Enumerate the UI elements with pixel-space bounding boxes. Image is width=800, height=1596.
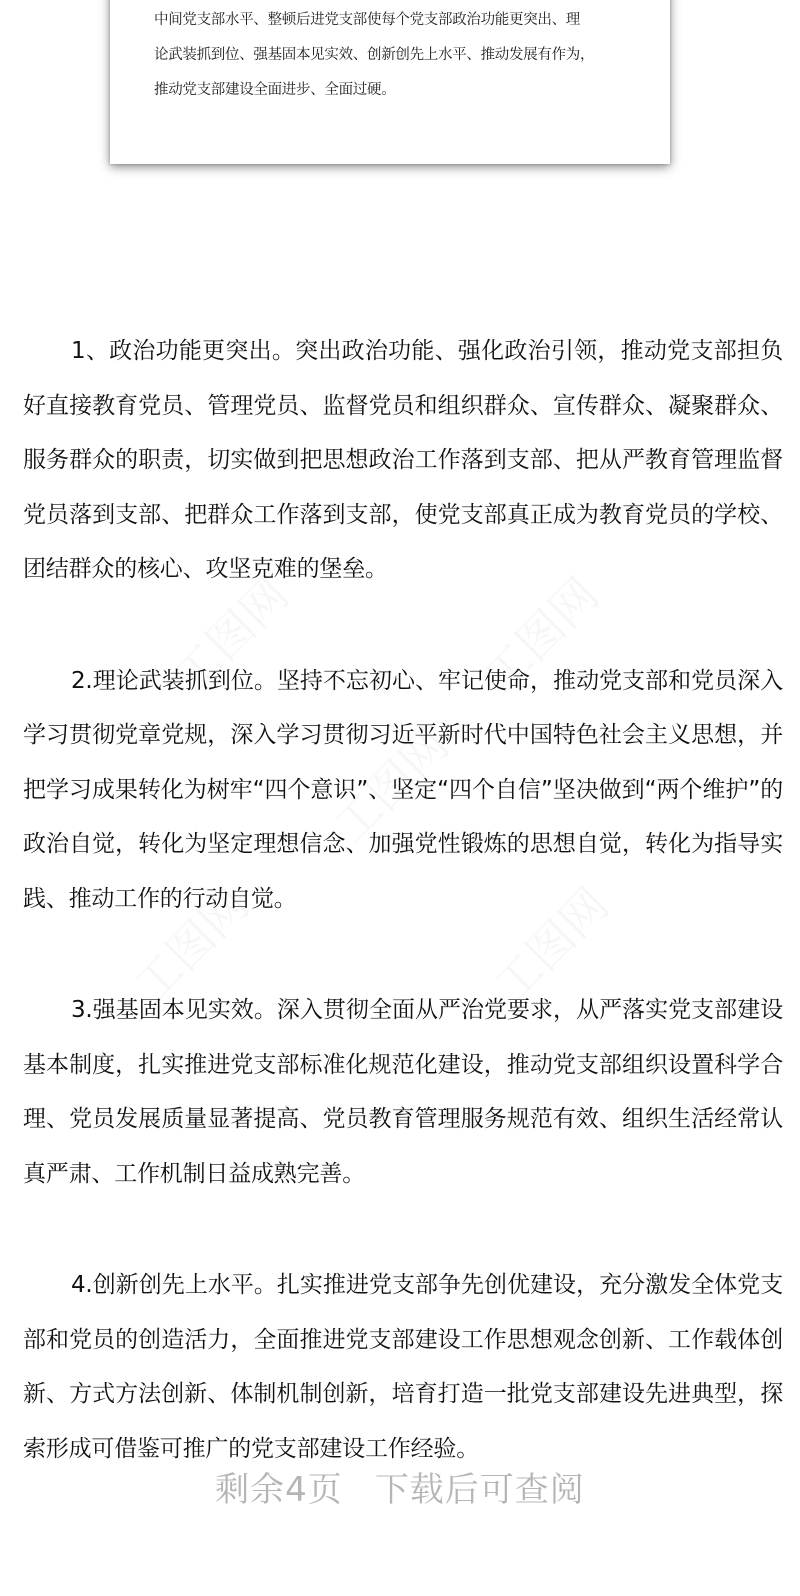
paragraph-political-function: 1、政治功能更突出。突出政治功能、强化政治引领，推动党支部担负好直接教育党员、管理党员、监督党员和组织群众、宣传群众、凝聚群众、服务群众的职责，切实做到把思想政治工作落到支部、把从严教育管理监督党员落到支部、把群众工作落到支部，使党支部真正成为教育党员的学校、团结群众的核心、攻坚克难的堡垒。 <box>23 338 783 582</box>
download-prompt[interactable] <box>0 1465 800 1515</box>
download-hint-text: 下载后可查阅 <box>374 1470 585 1510</box>
paragraph-theory: 2.理论武装抓到位。坚持不忘初心、牢记使命，推动党支部和党员深入学习贯彻党章党规，深入学习贯彻习近平新时代中国特色社会主义思想，并把学习成果转化为树牢“四个意识”、坚定“四个自信”坚决做到“两个维护”的政治自觉，转化为坚定理想信念、加强党性锻炼的思想自觉，转化为指导实践、推动工作的行动自觉。 <box>23 667 783 912</box>
remaining-pages-text: 剩余4页 <box>215 1470 343 1510</box>
article-body <box>23 324 783 1476</box>
summary-line: 论武装抓到位、强基固本见实效、创新创先上水平、推动发展有作为， <box>154 47 595 63</box>
paragraph-foundation: 3.强基固本见实效。深入贯彻全面从严治党要求，从严落实党支部建设基本制度，扎实推进党支部标准化规范化建设，推动党支部组织设置科学合理、党员发展质量显著提高、党员教育管理服务规范有效、组织生活经常认真严肃、工作机制日益成熟完善。 <box>23 997 783 1187</box>
summary-line: 推动党支部建设全面进步、全面过硬。 <box>154 82 396 98</box>
summary-line: 中间党支部水平、整顿后进党支部使每个党支部政治功能更突出、理 <box>154 12 580 28</box>
summary-text <box>154 3 654 108</box>
paragraph-innovation: 4.创新创先上水平。扎实推进党支部争先创优建设，充分激发全体党支部和党员的创造活力，全面推进党支部建设工作思想观念创新、工作载体创新、方式方法创新、体制机制创新，培育打造一批党支部建设先进典型，探索形成可借鉴可推广的党支部建设工作经验。 <box>23 1272 783 1462</box>
summary-card <box>110 0 670 164</box>
